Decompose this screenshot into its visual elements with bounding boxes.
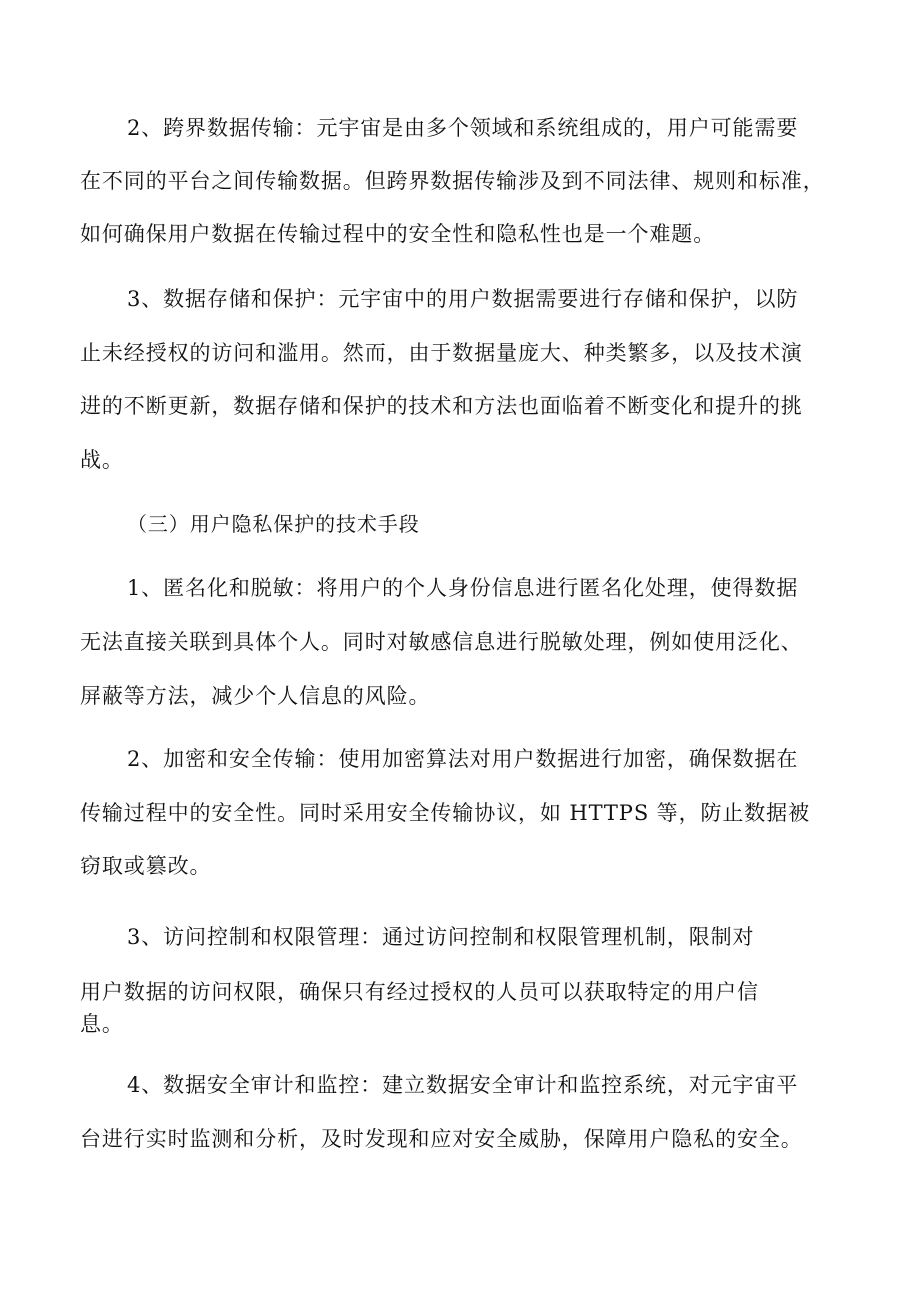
paragraph-line: 窃取或篡改。 [80,854,212,878]
paragraph-line: 在不同的平台之间传输数据。但跨界数据传输涉及到不同法律、规则和标准， [80,169,825,193]
paragraph-line: 3、数据存储和保护：元宇宙中的用户数据需要进行存储和保护，以防 [127,287,799,311]
paragraph-line: 传输过程中的安全性。同时采用安全传输协议，如 HTTPS 等，防止数据被 [80,801,810,825]
paragraph-line: 进的不断更新，数据存储和保护的技术和方法也面临着不断变化和提升的挑 [80,394,803,418]
paragraph-line: 3、访问控制和权限管理：通过访问控制和权限管理机制，限制对 [127,925,755,949]
section-heading: （三）用户隐私保护的技术手段 [127,512,420,536]
paragraph-line: 2、跨界数据传输：元宇宙是由多个领域和系统组成的，用户可能需要 [127,116,799,140]
paragraph-line: 1、匿名化和脱敏：将用户的个人身份信息进行匿名化处理，使得数据 [127,576,799,600]
paragraph-line: 台进行实时监测和分析，及时发现和应对安全威胁，保障用户隐私的安全。 [80,1127,803,1151]
paragraph-line: 屏蔽等方法，减少个人信息的风险。 [80,684,431,708]
paragraph-line: 4、数据安全审计和监控：建立数据安全审计和监控系统，对元宇宙平 [127,1073,799,1097]
paragraph-line: 止未经授权的访问和滥用。然而，由于数据量庞大、种类繁多，以及技术演 [80,341,803,365]
paragraph-line: 战。 [80,448,124,472]
paragraph-line: 无法直接关联到具体个人。同时对敏感信息进行脱敏处理，例如使用泛化、 [80,630,803,654]
paragraph-line: 用户数据的访问权限，确保只有经过授权的人员可以获取特定的用户信 [80,980,759,1004]
paragraph-line: 息。 [80,1012,124,1036]
paragraph-line: 如何确保用户数据在传输过程中的安全性和隐私性也是一个难题。 [80,222,716,246]
paragraph-line: 2、加密和安全传输：使用加密算法对用户数据进行加密，确保数据在 [127,747,799,771]
